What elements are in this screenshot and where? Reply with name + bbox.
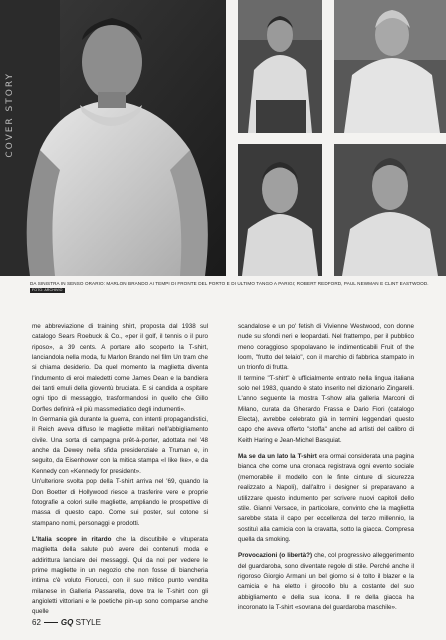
paragraph: Provocazioni (o libertà?) che, col progressivo alleggerimento del guardaroba, sono diventate regole di stile. Perché anche il rigoroso Giorgio Armani un bel giorno si è tolto il blazer e la camicia e ha eletto i girocollo blu a costante del suo abbigliamento e della sua icona. Il re della giacca ha incoronato la T-shirt «sovrana del guardaroba maschile». [238, 552, 414, 611]
section-label: COVER STORY [5, 72, 15, 158]
photo-marlon-brando-on-the-waterfront [0, 0, 226, 276]
paragraph: In Germania già durante la guerra, con intenti propagandistici, il Reich aveva diffuso le magliette militari nell'abbigliamento civile. Una sorta di campagna prêt-à-porter, adottata nel '48 anche da Dewey nella sfida presidenziale a Truman e, in seguito, da Eisenhower con la mitica stampa «I like Ike», e da Kennedy con «Kennedy for president». [32, 416, 208, 475]
photo-paul-newman [238, 144, 322, 276]
paragraph: Il termine "T-shirt" è ufficialmente entrato nella lingua italiana solo nel 1983, quando è stato inserito nel dizionario Zingarelli. L'anno seguente la mostra T-show alla galleria Marconi di Milano, curata da Gherardo Frassa e Dario Fiori (catalogo Electa), avrebbe celebrato già in termini leggendari questo capo che aveva offerto "stoffa" anche ad artisti del calibro di Keith Haring e Jean-Michel Basquiat. [238, 374, 414, 444]
paragraph: Ma se da un lato la T-shirt era ormai considerata una pagina bianca che come una cronaca registrava ogni evento sociale (memorabile il modello con le finte cinture di sicurezza realizzato a Napoli), dall'altro i designer si preparavano a utilizzare questo indumento per scrivere nuovi capitoli dello stile. Gianni Versace, in particolare, convinto che la maglietta sarebbe stata il capo per eccellenza del terzo millennio, la sostituì alla camicia con la cravatta, sotto la giacca. Compresa quella da smoking. [238, 453, 414, 543]
paragraph: L'Italia scopre in ritardo che la discutibile e vituperata maglietta della salute può avere dei contenuti moda e addirittura lanciare dei messaggi. Qui da noi per vedere le prime magliette in un negozio che non fosse di biancheria intima c'è voluto Fiorucci, con il suo mitico punto vendita milanese in Galleria Passarella, dove tra le T-shirt con gli angioletti vittoriani e le poetiche pin-up sono comparse anche quelle [32, 535, 208, 616]
page-footer [32, 618, 101, 627]
photo-credit: FOTO: ARCHIVIO [32, 288, 63, 292]
photo-robert-redford [334, 0, 446, 133]
page-number: 62 [32, 618, 41, 627]
magazine-brand: GQ [60, 618, 74, 627]
footer-section: STYLE [75, 618, 101, 627]
caption-text: DA SINISTRA IN SENSO ORARIO: MARLON BRANDO AI TEMPI DI FRONTE DEL PORTO E DI ULTIMO TANGO A PARIGI; ROBERT REDFORD, PAUL NEWMAN E CLINT EASTWOOD. [30, 281, 429, 286]
paragraph: Un'ulteriore svolta pop della T-shirt arriva nel '69, quando la Don Boetter di Hollywood riesce a trasferire vere e proprie fotografie a colori sulle magliette, ampliando le prospettive di massa di questo capo. Come sui poster, sul cotone si stampano nomi, personaggi e prodotti. [32, 478, 208, 527]
footer-rule [44, 622, 58, 623]
photo-clint-eastwood [334, 144, 446, 276]
photo-marlon-brando-last-tango [238, 0, 322, 133]
photo-caption [30, 281, 440, 293]
article-column-left [32, 322, 208, 618]
paragraph: me abbreviazione di training shirt, proposta dal 1938 sul catalogo Sears Roebuck & Co., «per il golf, il tennis o il puro riposo», a 39 cents. A portare allo scoperto la T-shirt, lanciandola nella moda, fu Marlon Brando nel film Un tram che si chiama desiderio. Da quel momento la maglietta diventa l'indumento di eroi maledetti come James Dean e la bandiera dei tanti emuli della gioventù bruciata. E si candida a ospitare ogni tipo di messaggio, trasformandosi in quello che Gillo Dorfles definirà «il più massmediatico degli indumenti». [32, 323, 208, 413]
paragraph: scandalose e un po' fetish di Vivienne Westwood, con donne nude su sfondi neri e leopardati. Nel frattempo, per il pubblico meno coraggioso spopolavano le indimenticabili Fruit of the loom, "frutto del telaio", con il marchio di fabbrica stampato in un trionfo di frutta. [238, 323, 414, 372]
article-column-right [238, 322, 414, 613]
